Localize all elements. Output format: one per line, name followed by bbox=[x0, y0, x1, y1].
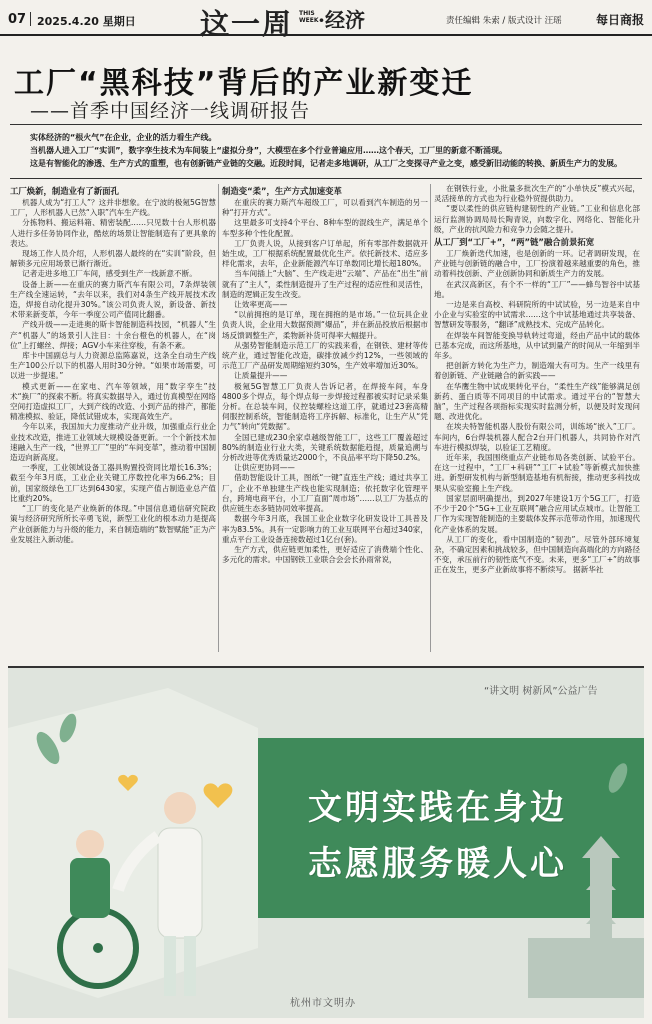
article-paragraph: 借助智能设计工具，图纸“一键”直连生产线；通过共享工厂，企业不单独建生产线也能实现制造；依托数字化管理平台，跨境电商平台，小工厂直面“周市场”……以工厂为基点的供应链生态多链协同效率提高。 bbox=[222, 473, 428, 514]
issue-date: 2025.4.20 星期日 bbox=[37, 15, 136, 28]
section-subtitle: ·经济 bbox=[318, 8, 365, 32]
article-paragraph: 在武汉高新区，有个不一样的“工厂”——蜂鸟智谷中试基地。 bbox=[434, 279, 640, 299]
article-paragraph: 现场工作人员介绍，人形机器人最终的在“实训”阶段，但解锁多元应用场景已渐行渐近。 bbox=[10, 249, 216, 269]
section-heading: 制造变“柔”，生产方式加速变革 bbox=[222, 186, 342, 196]
article-paragraph: 在钢铁行业，小批量多批次生产的“小单快反”模式兴起，灵活接单的方式也为行业稳外贸提供助力。 bbox=[434, 184, 640, 204]
article-paragraph: 今年以来，我国加大力度推动产业升级，加强重点行业企业技术改造，推进工业领域大规模设备更新。一个个新技术加速融入生产一线，“世界工厂”里的“车间变革”，推动着中国制造迈向新高度。 bbox=[10, 422, 216, 463]
article-paragraph: 在焊装车间智能变换导轨转过弯道，经由产品中试的载体已基本完成，而这所基地，从中试到量产的时间从一年缩到半年多。 bbox=[434, 330, 640, 361]
ad-tag: “讲文明 树新风”公益广告 bbox=[484, 686, 598, 697]
article-paragraph: 工厂焕新迭代加速，也是创新的一环。记者调研发现，在产业链与创新链的融合中，工厂扮演着越来越重要的角色，推动着科技创新、产业创新协同和新质生产力的发展。 bbox=[434, 249, 640, 279]
article-paragraph: “要以柔性的供应链构建韧性的产业链。”工业和信息化部运行监测协调局局长陶青说，向数字化、网络化、智能化升级，产业的抗风险力和竞争力会随之提升。 bbox=[434, 204, 640, 234]
article-paragraph: 模式更新——在家电、汽车等领域，用“数字孪生”技术“换厂”的探索不断。将真实数据导入，通过仿真模型在网络空间打造虚拟工厂，大到产线的改造、小到产品的排产，都能精准模拟、验证，降低试错成本，实现高效生产。 bbox=[10, 381, 216, 422]
article-paragraph: 极氪5G智慧工厂负责人告诉记者，在焊接车间，车身4800多个焊点，每个焊点每一步焊接过程都被实时记录采集分析。在总装车间，仪控装螺栓这道工序，就通过23套高精伺服控制系统，智能制造将工序拆解、标准化，让生产从“凭力气”转向“凭数据”。 bbox=[222, 381, 428, 432]
lead-line: 当机器人进入工厂“实训”，数字孪生技术为车间装上“虚拟分身”，大模型在多个行业普遍应用……这个春天，工厂里的新意不断涌现。 bbox=[30, 146, 508, 155]
masthead-divider bbox=[30, 12, 31, 26]
article-paragraph: 从强势智能制造示范工厂的实践来看，在钢铁、建材等传统产业，通过智能化改造，碳排放减少约12%，一些领域的示范工厂产品研发周期缩短约30%，生产效率增加近30%。 bbox=[222, 340, 428, 371]
article-paragraph: 生产方式，供应链更加柔性，更好适应了消费端个性化、多元化的需求。中国钢铁工业联合会会长孙雨常说， bbox=[222, 544, 428, 565]
lead-rule bbox=[10, 178, 642, 179]
article-paragraph: 这里最多可支持4个平台、8种车型的混线生产，满足单个车型多种个性化配置。 bbox=[222, 218, 428, 238]
section-heading: 从工厂到“工厂+”，“两”链”融合前景拓宽 bbox=[434, 237, 595, 248]
lead-line: 这是有智能化的渗透、生产方式的重塑，也有创新链产业链的交融。近段时间，记者走多地调研，从工厂之变探寻产业之变，感受新旧动能的转换、新质生产力的发展。 bbox=[30, 159, 622, 168]
article-paragraph: 让质量提升—— bbox=[234, 371, 288, 381]
article-paragraph: 国家层面明确提出，到2027年建设1万个5G工厂，打造不少于20个“5G+工业互联网”融合应用试点城市。让智能工厂作为实现智能制造的主要载体发挥示范带动作用，加速现代化产业体系的发展。 bbox=[434, 493, 640, 534]
article-paragraph: “工厂的变化是产业焕新的体现。”中国信息通信研究院政策与经济研究所所长辛勇飞说，新型工业化的根本动力是提高产业创新能力与升级的能力，来自制造端的“数智赋能”正为产业发展注入新动能。 bbox=[10, 504, 216, 544]
lead-line: 实体经济的“根火气”在企业，企业的活力看生产线。 bbox=[30, 133, 217, 142]
column-divider bbox=[430, 184, 431, 652]
article-paragraph: 记者走进多地工厂车间，感受到生产一线新意不断。 bbox=[22, 269, 197, 279]
article-paragraph: 全国已建成230余家卓越级智能工厂，这些工厂覆盖超过80%的制造业行业大类，关键系统数据能趋提，质量追溯与分析改进等优秀质量达2000个，不良品率平均下降50.2%。 bbox=[222, 432, 428, 463]
article-paragraph: 让供应更协同—— bbox=[234, 463, 295, 473]
article-paragraph: 在埃夫特智能机器人股份有限公司，训练场“嵌入”工厂。车间内，6台焊装机器人配合2台开门机器人，共同协作对汽车进行模拟焊装，以验证工艺精度。 bbox=[434, 422, 640, 452]
article-column-1 bbox=[10, 184, 216, 654]
article-column-3 bbox=[434, 184, 640, 654]
article-column-2 bbox=[222, 184, 428, 654]
article-paragraph: 近年来，我国围绕重点产业链布局各类创新、试验平台。在这一过程中，“工厂+科研”“工厂+试验”等新模式加快推进。新型研发机构与新型制造基地有机衔接，推动更多科技成果从实验室搬上生产线。 bbox=[434, 453, 640, 493]
article-paragraph: 让效率更高—— bbox=[234, 300, 288, 310]
volunteer-icon bbox=[158, 828, 202, 938]
slogan-line-1: 文明实践在身边 bbox=[308, 788, 567, 828]
public-service-ad bbox=[8, 666, 644, 1018]
slogan-line-2: 志愿服务暖人心 bbox=[308, 844, 567, 884]
article-paragraph: “以前拥抱的是订单，现在拥抱的是市场。”一位玩具企业负责人说，企业用大数据预测“爆品”，并在新品投放后根据市场反馈调整生产，柔物新补货可得率大幅提升。 bbox=[222, 310, 428, 340]
article-headline: 工厂“黑科技”背后的产业新变迁 bbox=[14, 66, 474, 101]
column-divider bbox=[218, 184, 219, 652]
article-paragraph: 当车间插上“大脑”、生产线走进“云端”、产品在“出生”前就有了“主人”，柔性制造提升了生产过程的适应性和灵活性，制造的逻辑正发生改变。 bbox=[222, 269, 428, 299]
headline-rule bbox=[10, 124, 642, 125]
section-heading: 工厂焕新，制造业有了新面孔 bbox=[10, 186, 119, 196]
article-paragraph: 设备上新——在重庆的赛力斯汽车有限公司，7条焊装领生产线全速运转，“去年以来，我们对4条生产线开展技术改造，焊接自动化提升30%。”该公司负责人说，新设备、新技术带来新变革，今年一季度公司产值同比翻番。 bbox=[10, 279, 216, 320]
section-title-en: THIS WEEK bbox=[299, 10, 319, 24]
article-paragraph: 一边是来自高校、科研院所的中试试验，另一边是来自中小企业与实验室的中试需求……这个中试基地通过共享装备、智慧研发等服务，“翻译”成熟技术、完成产品转化。 bbox=[434, 300, 640, 330]
article-lead bbox=[30, 131, 630, 170]
article-paragraph: 分拣物料、搬运料箱、精密装配……只见数十台人形机器人进行多任务协同作业，酷炫的场景让智能制造有了更具象的表达。 bbox=[10, 218, 216, 248]
section-title: 这一周 bbox=[200, 7, 294, 41]
article-paragraph: 一季度，工业领域设备工器具购置投资同比增长16.3%；截至今年3月底，工业企业关键工序数控化率为66.2%；目前，国家级绿色工厂达到6430家，实现产值占制造业总产值比重约20%。 bbox=[10, 463, 216, 503]
article-paragraph: 把创新方转化为生产力，制造端大有可为。生产一线里有着创新链、产业链融合的新实践—— bbox=[434, 361, 640, 381]
editor-credits: 责任编辑 朱索 / 版式设计 汪瑶 bbox=[446, 16, 562, 26]
article-paragraph: 在华鹰生物中试成果转化平台，“柔性生产线”能够满足创新药、蛋白质等不同项目的中试需求。通过平台的“智慧大脑”，生产过程各项指标实现实时监测分析，以便及时发现问题、改进优化。 bbox=[434, 381, 640, 422]
article-paragraph: 库卡中国副总与人力资源总监陈嘉说，这条全自动生产线生产100公斤以下的机器人用时30分钟。“如果市场需要，可以进一步提速。” bbox=[10, 351, 216, 381]
ad-sponsor: 杭州市文明办 bbox=[290, 998, 356, 1009]
article-paragraph: 在重庆的赛力斯汽车超级工厂，可以看到汽车制造的另一种“打开方式”。 bbox=[222, 198, 428, 218]
newspaper-name: 每日商报 bbox=[595, 13, 644, 27]
article-paragraph: 工厂负责人说，从接到客户订单起，所有零部件数据就开始生成，工厂根据系统配置最优化生产。依托新技术、适应多样化需求，去年，企业新能源汽车订单数同比增长超180%。 bbox=[222, 238, 428, 269]
article-paragraph: 数据今年3月底，我国工业企业数字化研发设计工具普及率为83.5%。具有一定影响力的工业互联网平台超过340家，重点平台工业设备连接数超过1亿台(套)。 bbox=[222, 514, 428, 544]
article-paragraph: 产线升级——走进奥的斯卡智能制造科技园，“机器人”生产“机器人”的场景引人注目：十余台橙色的机器人，在“岗位”上打螺丝、焊接；AGV小车来往穿梭，有条不紊。 bbox=[10, 320, 216, 350]
article-paragraph: 从工厂的变化，看中国制造的“韧劲”。尽管外部环境复杂，不确定因素和挑战较多，但中国制造向高端化的方向路径不变，承压前行的韧性底气不变。未来，更多“工厂+”的故事正在发生，更多产业新故事将不断续写。 据新华社 bbox=[434, 534, 640, 575]
article-subhead: ——首季中国经济一线调研报告 bbox=[30, 100, 311, 122]
page-number: 07 bbox=[8, 12, 27, 27]
masthead bbox=[0, 0, 652, 41]
seated-person-icon bbox=[70, 858, 110, 918]
article-paragraph: 机器人成为“打工人”？这并非想象。在宁波的极氪5G智慧工厂，人形机器人已然“入职”汽车生产线。 bbox=[10, 198, 216, 218]
